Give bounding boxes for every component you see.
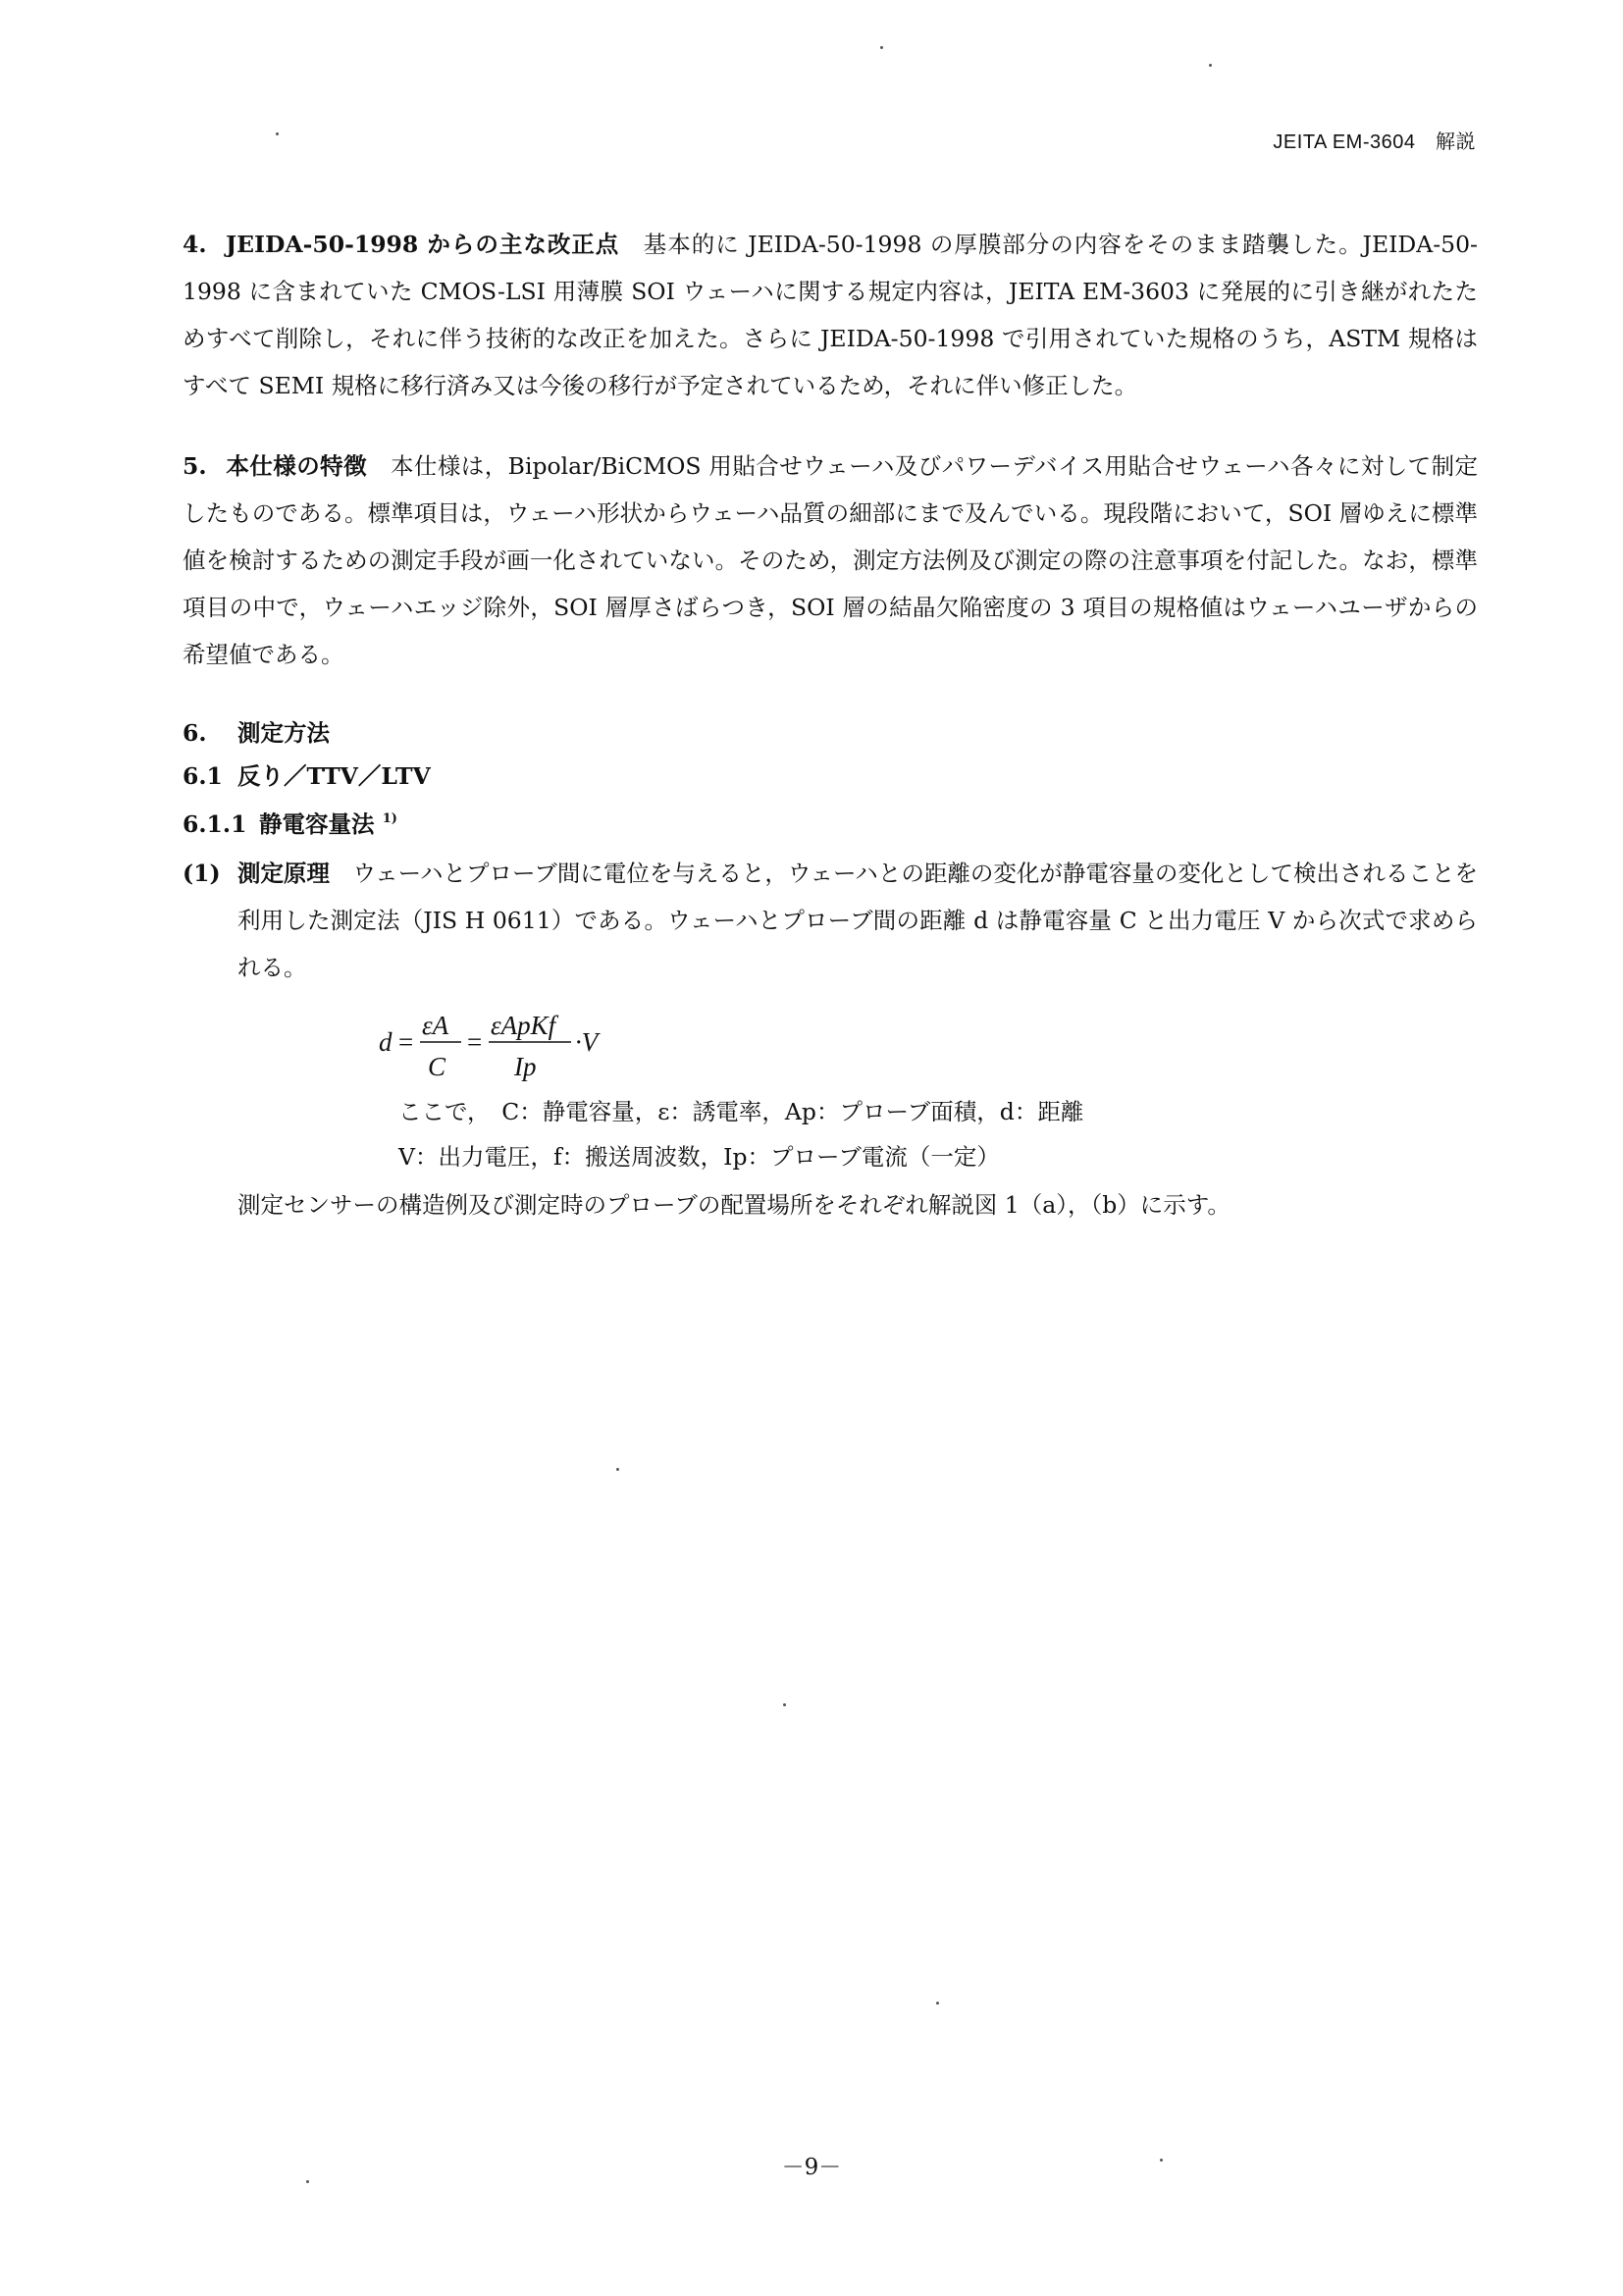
item-1-title: 測定原理: [237, 860, 331, 887]
formula-equals-1: =: [398, 1027, 414, 1057]
scan-speck: [276, 132, 279, 135]
formula-numerator-1: εA: [422, 1011, 449, 1040]
distance-formula: [379, 1005, 712, 1087]
document-header: JEITA EM-3604 解説: [1273, 131, 1476, 153]
formula-lhs: d: [379, 1027, 393, 1057]
section-6-1-heading: [183, 755, 1478, 798]
definition-line: ここで， C：静電容量，ε：誘電率，Ap：プローブ面積，d：距離: [398, 1098, 1084, 1125]
section-6-title: 測定方法: [237, 719, 330, 747]
item-1-number: (1): [183, 860, 221, 887]
scan-speck: [616, 1468, 619, 1471]
section-6-1-1-title: 静電容量法: [259, 810, 375, 838]
definition-line: V：出力電圧，f：搬送周波数，Ip：プローブ電流（一定）: [398, 1143, 1000, 1171]
formula-svg: [379, 1005, 712, 1087]
formula-definitions: [398, 1089, 1478, 1179]
section-6: [183, 711, 1478, 1228]
section-4-number: 4.: [183, 231, 207, 258]
formula-denominator-1: C: [428, 1052, 446, 1081]
section-5-number: 5.: [183, 452, 207, 480]
scan-speck: [880, 46, 883, 49]
section-4-title: JEIDA-50-1998 からの主な改正点: [226, 231, 620, 258]
section-4: [183, 221, 1478, 409]
formula-numerator-2: εApKf: [491, 1011, 556, 1040]
formula-equals-2: =: [467, 1027, 483, 1057]
scan-speck: [783, 1703, 786, 1706]
page-number: －9－: [781, 2155, 842, 2180]
scan-speck: [936, 2002, 939, 2005]
reference-marker: 1): [382, 811, 397, 826]
section-6-1-1-heading: [183, 798, 1478, 846]
item-1: [183, 850, 1478, 991]
scan-speck: [1160, 2159, 1163, 2162]
formula-tail: ·V: [575, 1027, 599, 1057]
section-4-body: 基本的に JEIDA-50-1998 の厚膜部分の内容をそのまま踏襲した。JEIDA-50-1998 に含まれていた CMOS-LSI 用薄膜 SOI ウェーハに関する規定内容は，JEITA EM-3603 に発展的に引き継がれたためすべて削除し，それに伴う技術的な改正を加えた。さらに JEIDA-50-1998 で引用されていた規格のうち，ASTM 規格はすべて SEMI 規格に移行済み又は今後の移行が予定されているため，それに伴い修正した。: [183, 231, 1478, 399]
section-6-1-number: 6.1: [183, 762, 223, 790]
scan-speck: [306, 2180, 309, 2183]
formula-denominator-2: Ip: [514, 1052, 537, 1081]
item-1-body: ウェーハとプローブ間に電位を与えると，ウェーハとの距離の変化が静電容量の変化として検出されることを利用した測定法（JIS H 0611）である。ウェーハとプローブ間の距離 d は静電容量 C と出力電圧 V から次式で求められる。: [237, 860, 1479, 981]
document-body: [183, 221, 1478, 1228]
section-6-1-title: 反り／TTV／LTV: [237, 762, 431, 790]
closing-sentence: 測定センサーの構造例及び測定時のプローブの配置場所をそれぞれ解説図 1（a），（b）に示す。: [237, 1191, 1230, 1219]
section-5: [183, 443, 1478, 678]
section-6-1-1-number: 6.1.1: [183, 810, 247, 838]
section-5-body: 本仕様は，Bipolar/BiCMOS 用貼合せウェーハ及びパワーデバイス用貼合せウェーハ各々に対して制定したものである。標準項目は，ウェーハ形状からウェーハ品質の細部にまで及んでいる。現段階において，SOI 層ゆえに標準値を検討するための測定手段が画一化されていない。そのため，測定方法例及び測定の際の注意事項を付記した。なお，標準項目の中で，ウェーハエッジ除外，SOI 層厚さばらつき，SOI 層の結晶欠陥密度の 3 項目の規格値はウェーハユーザからの希望値である。: [183, 452, 1479, 668]
section-6-number: 6.: [183, 719, 207, 747]
scan-speck: [1209, 64, 1212, 67]
section-5-title: 本仕様の特徴: [226, 452, 368, 480]
section-6-heading: [183, 711, 1478, 755]
